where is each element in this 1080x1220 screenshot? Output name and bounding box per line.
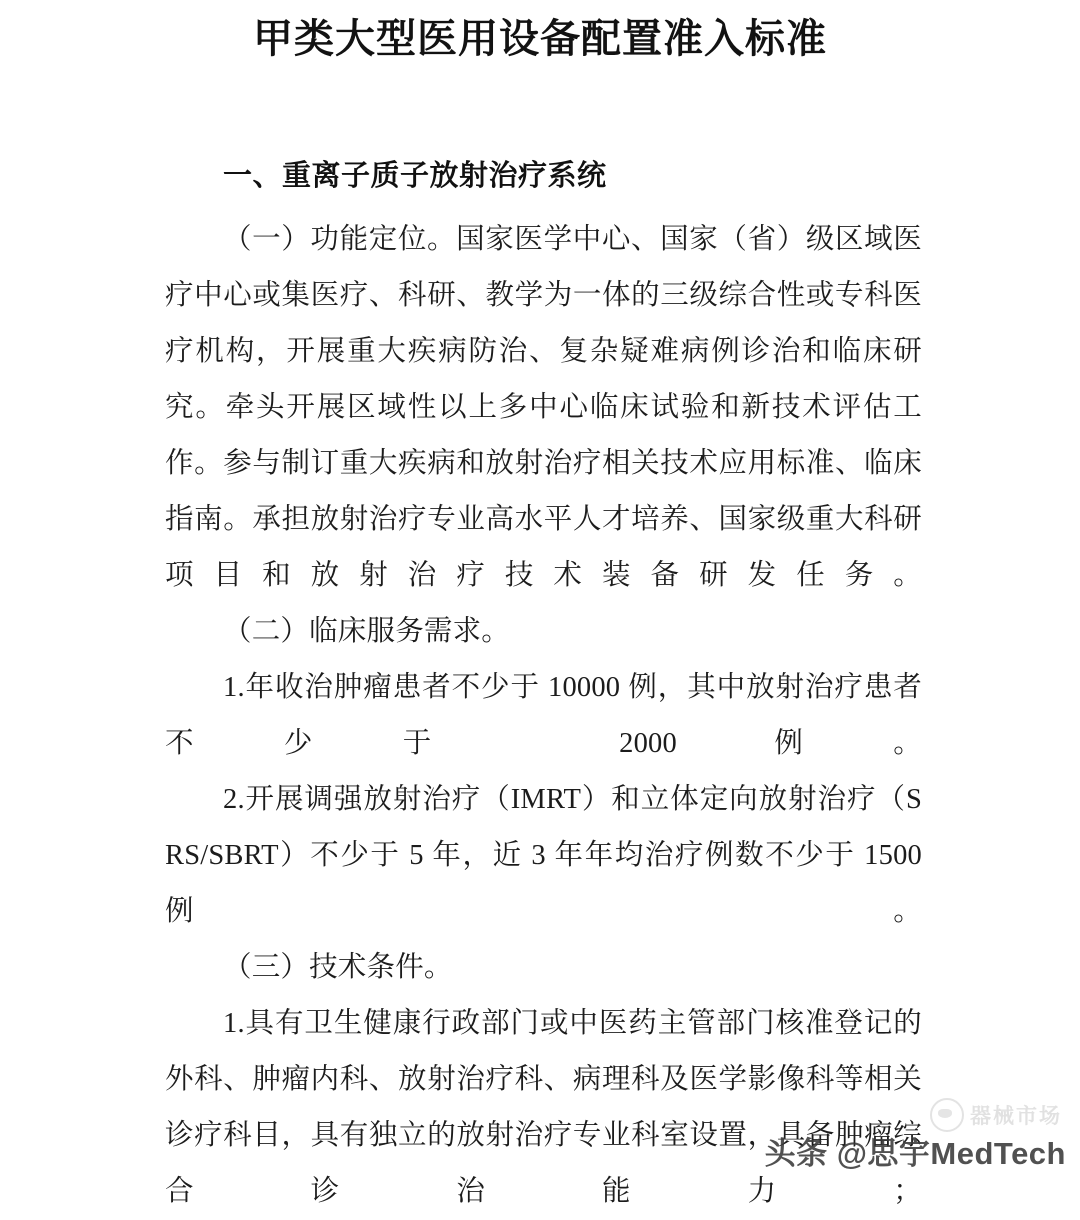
document-title: 甲类大型医用设备配置准入标准 [253, 16, 827, 61]
faint-watermark-text: 器械市场 [970, 1105, 1062, 1128]
faint-watermark [930, 1098, 1062, 1132]
paragraph-technical-conditions-heading: （三）技术条件。 [223, 952, 453, 983]
section-heading-1: 一、重离子质子放射治疗系统 [223, 160, 607, 192]
paragraph-functional-positioning: （一）功能定位。国家医学中心、国家（省）级区域医疗中心或集医疗、科研、教学为一体的三级综合性或专科医疗机构，开展重大疾病防治、复杂疑难病例诊治和临床研究。牵头开展区域性以上多中心临床试验和新技术评估工作。参与制订重大疾病和放射治疗相关技术应用标准、临床指南。承担放射治疗专业高水平人才培养、国家级重大科研项目和放射治疗技术装备研发任务。 [165, 224, 922, 591]
paragraph-item-1-annual-cases: 1.年收治肿瘤患者不少于 10000 例，其中放射治疗患者不少于 2000 例。 [165, 672, 922, 759]
document-body [165, 148, 922, 1220]
main-watermark: 头条 @思宇MedTech [764, 1136, 1066, 1171]
paragraph-item-2-imrt-srs-sbrt: 2.开展调强放射治疗（IMRT）和立体定向放射治疗（SRS/SBRT）不少于 5 年，近 3 年年均治疗例数不少于 1500 例。 [165, 784, 922, 927]
watermark-logo-icon [930, 1098, 964, 1132]
paragraph-clinical-service-demand-heading: （二）临床服务需求。 [223, 616, 511, 647]
paragraph-tech-item-1-departments: 1.具有卫生健康行政部门或中医药主管部门核准登记的外科、肿瘤内科、放射治疗科、病理科及医学影像科等相关诊疗科目，具有独立的放射治疗专业科室设置，具备肿瘤综合诊治能力； [165, 1008, 922, 1207]
